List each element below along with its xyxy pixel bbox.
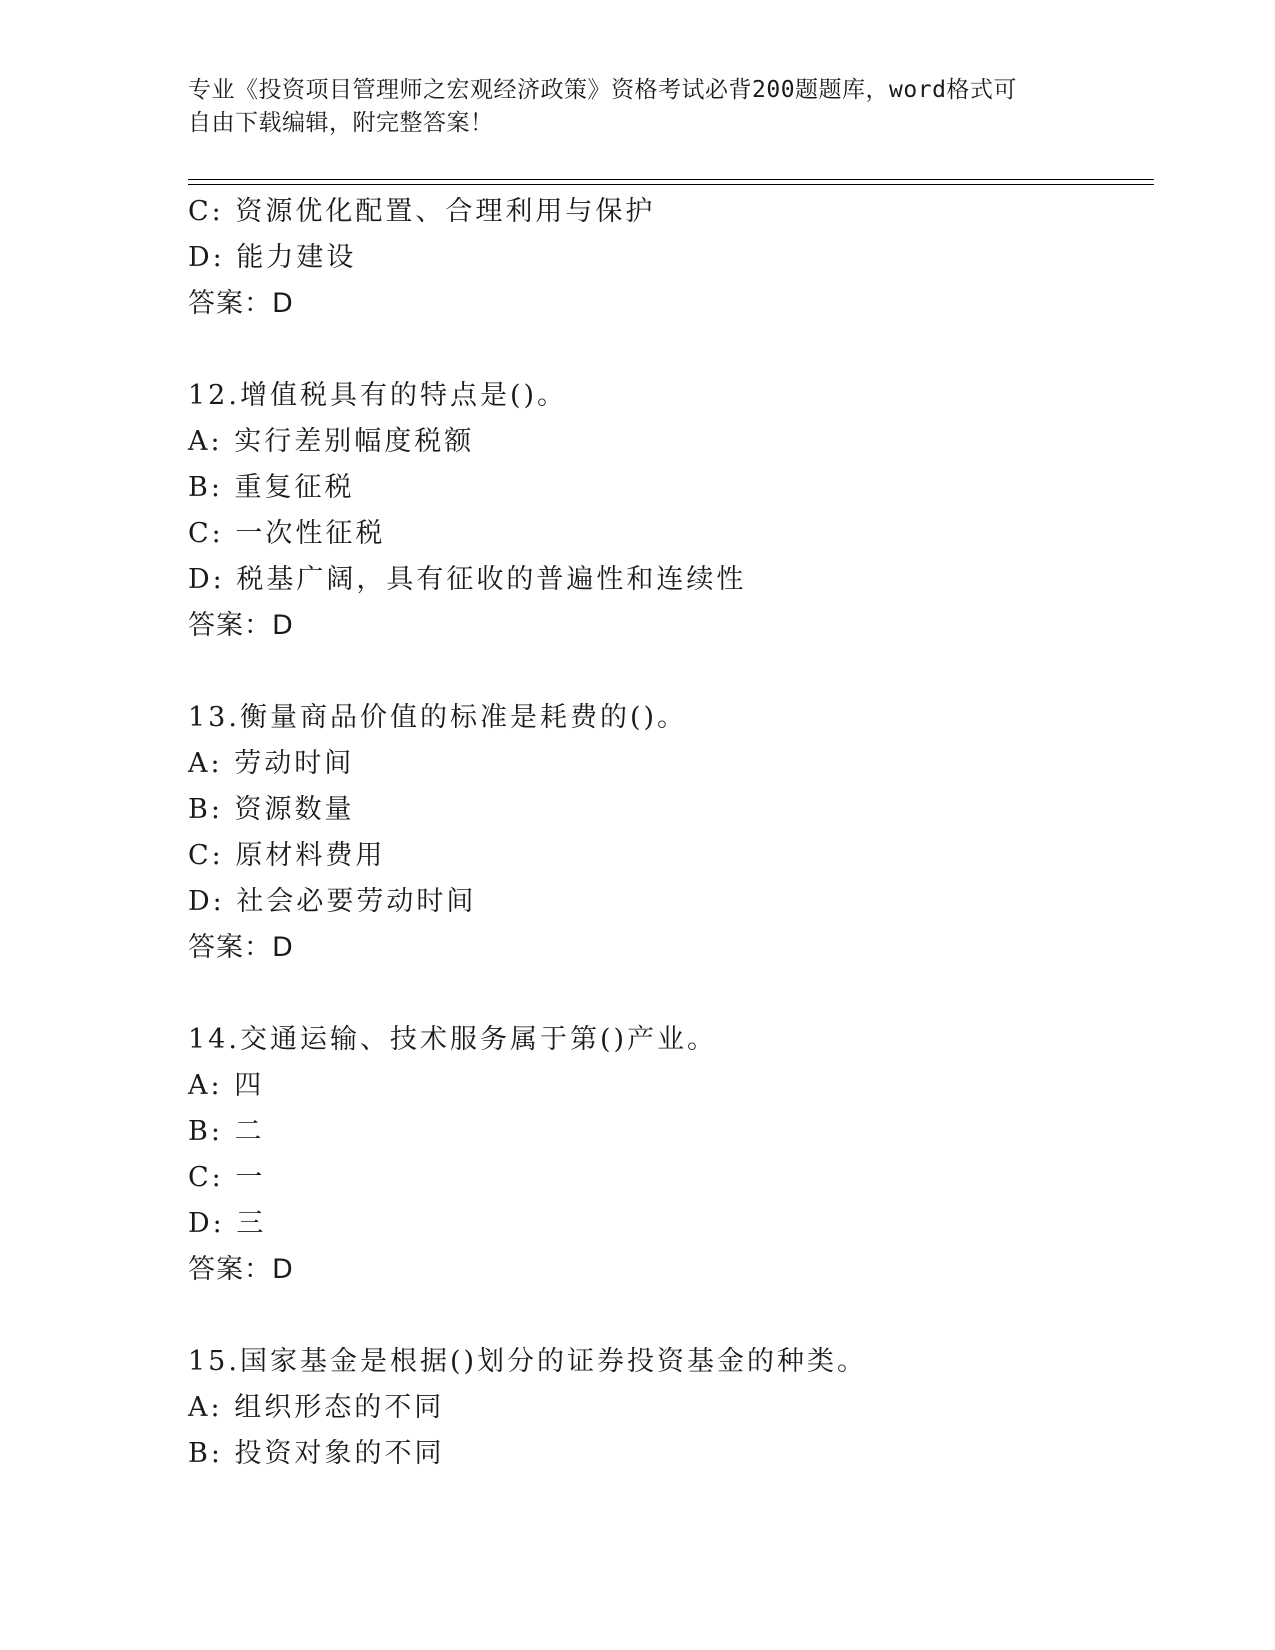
question-stem bbox=[188, 695, 1148, 741]
question-12 bbox=[188, 373, 1148, 649]
option-text: 二 bbox=[234, 1116, 265, 1147]
answer-line: 答案：D bbox=[188, 610, 294, 641]
answer-line: 答案：D bbox=[188, 1254, 294, 1285]
option-label: C: bbox=[188, 518, 224, 549]
question-list bbox=[188, 189, 1148, 1477]
option-text: 社会必要劳动时间 bbox=[236, 886, 477, 917]
answer-line: 答案：D bbox=[188, 932, 294, 963]
option-label: B: bbox=[188, 472, 223, 503]
option-text: 组织形态的不同 bbox=[234, 1392, 445, 1423]
question-13 bbox=[188, 695, 1148, 971]
option-label: D: bbox=[188, 1208, 225, 1239]
option-b bbox=[188, 787, 1148, 833]
option-text: 一 bbox=[235, 1162, 266, 1193]
option-text: 劳动时间 bbox=[234, 748, 355, 779]
option-label: B: bbox=[188, 794, 223, 825]
option-a bbox=[188, 1063, 1148, 1109]
question-text: 增值税具有的特点是()。 bbox=[239, 380, 568, 411]
question-number: 15. bbox=[188, 1346, 240, 1377]
option-label: C: bbox=[188, 840, 224, 871]
option-d bbox=[188, 879, 1148, 925]
question-number: 13. bbox=[188, 702, 240, 733]
option-a bbox=[188, 1385, 1148, 1431]
question-14 bbox=[188, 1017, 1148, 1293]
option-a bbox=[188, 419, 1148, 465]
question-number: 14. bbox=[188, 1024, 240, 1055]
option-label: D: bbox=[188, 242, 225, 273]
option-a bbox=[188, 741, 1148, 787]
option-d bbox=[188, 1201, 1148, 1247]
question-number: 12. bbox=[188, 380, 240, 411]
option-c bbox=[188, 1155, 1148, 1201]
option-text: 能力建设 bbox=[236, 242, 357, 273]
option-b bbox=[188, 1109, 1148, 1155]
header-line-2: 自由下载编辑，附完整答案！ bbox=[188, 110, 494, 136]
option-c bbox=[188, 833, 1148, 879]
spacer bbox=[188, 649, 1148, 695]
option-label: B: bbox=[188, 1438, 223, 1469]
option-text: 重复征税 bbox=[234, 472, 355, 503]
option-text: 投资对象的不同 bbox=[234, 1438, 445, 1469]
question-text: 衡量商品价值的标准是耗费的()。 bbox=[239, 702, 688, 733]
option-label: D: bbox=[188, 886, 225, 917]
question-stem bbox=[188, 373, 1148, 419]
option-d bbox=[188, 235, 1148, 281]
option-text: 实行差别幅度税额 bbox=[234, 426, 475, 457]
option-label: B: bbox=[188, 1116, 223, 1147]
question-15 bbox=[188, 1339, 1148, 1477]
spacer bbox=[188, 971, 1148, 1017]
option-text: 税基广阔，具有征收的普遍性和连续性 bbox=[236, 564, 747, 595]
option-d bbox=[188, 557, 1148, 603]
option-text: 四 bbox=[234, 1070, 265, 1101]
document-header bbox=[188, 74, 1088, 140]
option-text: 原材料费用 bbox=[235, 840, 386, 871]
option-b bbox=[188, 1431, 1148, 1477]
option-text: 资源数量 bbox=[234, 794, 355, 825]
question-text: 交通运输、技术服务属于第()产业。 bbox=[239, 1024, 718, 1055]
option-label: A: bbox=[188, 426, 223, 457]
option-label: A: bbox=[188, 748, 223, 779]
question-text: 国家基金是根据()划分的证券投资基金的种类。 bbox=[239, 1346, 868, 1377]
option-label: A: bbox=[188, 1070, 223, 1101]
question-stem bbox=[188, 1339, 1148, 1385]
option-text: 三 bbox=[236, 1208, 267, 1239]
header-line-1: 专业《投资项目管理师之宏观经济政策》资格考试必背200题题库，word格式可 bbox=[188, 77, 1017, 103]
spacer bbox=[188, 327, 1148, 373]
option-label: D: bbox=[188, 564, 225, 595]
option-label: C: bbox=[188, 196, 224, 227]
header-divider-bottom bbox=[188, 184, 1154, 185]
option-text: 一次性征税 bbox=[235, 518, 386, 549]
spacer bbox=[188, 1293, 1148, 1339]
option-c bbox=[188, 189, 1148, 235]
answer-line: 答案：D bbox=[188, 288, 294, 319]
option-text: 资源优化配置、合理利用与保护 bbox=[235, 196, 656, 227]
option-b bbox=[188, 465, 1148, 511]
question-stem bbox=[188, 1017, 1148, 1063]
question-fragment bbox=[188, 189, 1148, 327]
option-label: A: bbox=[188, 1392, 223, 1423]
header-divider-top bbox=[188, 179, 1154, 180]
option-c bbox=[188, 511, 1148, 557]
option-label: C: bbox=[188, 1162, 224, 1193]
